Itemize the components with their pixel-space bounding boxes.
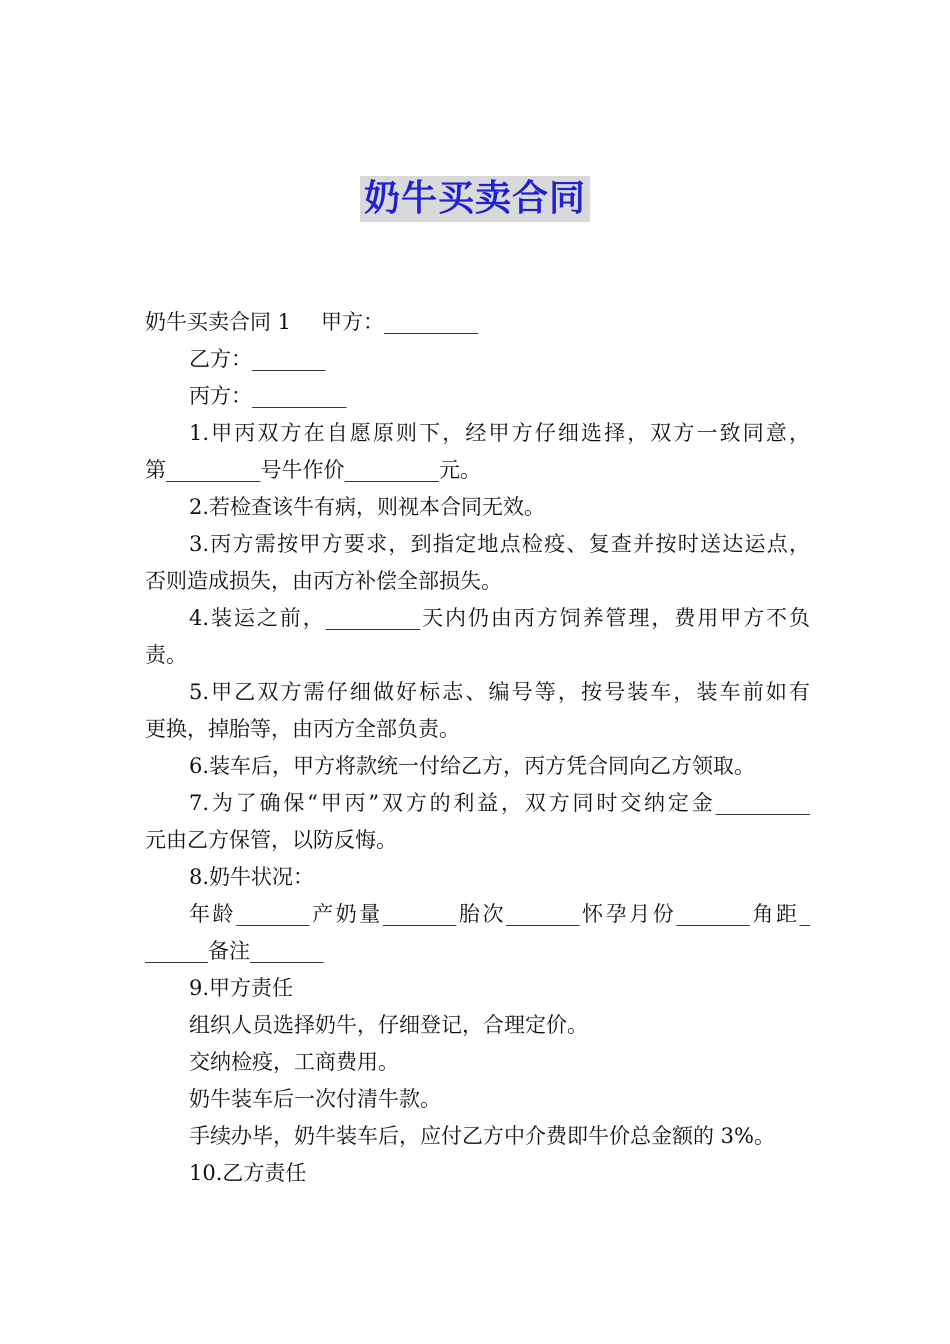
clause-4-line-2: 责。	[145, 643, 187, 667]
clause-9-item-c: 奶牛装车后一次付清牛款。	[189, 1087, 441, 1111]
clause-9-item-d: 手续办毕，奶牛装车后，应付乙方中介费即牛价总金额的 3%。	[189, 1124, 775, 1148]
clause-7-line-1: 7.为了确保“甲丙”双方的利益，双方同时交纳定金_________	[189, 791, 810, 815]
contract-heading: 奶牛买卖合同 1	[145, 310, 292, 334]
clause-9-item-b: 交纳检疫，工商费用。	[189, 1050, 399, 1074]
party-b-line: 乙方：_______	[189, 347, 326, 371]
header-line	[145, 304, 810, 341]
clause-3-line-1: 3.丙方需按甲方要求，到指定地点检疫、复查并按时送达运点，	[189, 532, 810, 556]
clause-3-line-2: 否则造成损失，由丙方补偿全部损失。	[145, 569, 502, 593]
clause-4-line-1: 4.装运之前，_________天内仍由丙方饲养管理，费用甲方不负	[189, 606, 810, 630]
clause-5-line-1: 5.甲乙双方需仔细做好标志、编号等，按号装车，装车前如有	[189, 680, 810, 704]
party-c-line: 丙方：_________	[189, 384, 347, 408]
clause-6: 6.装车后，甲方将款统一付给乙方，丙方凭合同向乙方领取。	[189, 754, 756, 778]
clause-8-fields-line-2: ______备注_______	[145, 939, 324, 963]
clause-7-line-2: 元由乙方保管，以防反悔。	[145, 828, 397, 852]
clause-10: 10.乙方责任	[189, 1161, 307, 1185]
clause-8: 8.奶牛状况：	[189, 865, 315, 889]
clause-5-line-2: 更换，掉胎等，由丙方全部负责。	[145, 717, 460, 741]
clause-8-fields-line-1: 年龄_______产奶量_______胎次_______怀孕月份_______角距_	[189, 902, 810, 926]
document-title: 奶牛买卖合同	[360, 176, 590, 222]
clause-2: 2.若检查该牛有病，则视本合同无效。	[189, 495, 546, 519]
clause-1-line-1: 1.甲丙双方在自愿原则下，经甲方仔细选择，双方一致同意，	[189, 421, 810, 445]
title-block	[0, 176, 950, 222]
clause-1-line-2: 第_________号牛作价_________元。	[145, 458, 481, 482]
clause-9: 9.甲方责任	[189, 976, 294, 1000]
party-a-line: 甲方：_________	[321, 310, 479, 334]
contract-body	[145, 304, 810, 1192]
clause-9-item-a: 组织人员选择奶牛，仔细登记，合理定价。	[189, 1013, 588, 1037]
